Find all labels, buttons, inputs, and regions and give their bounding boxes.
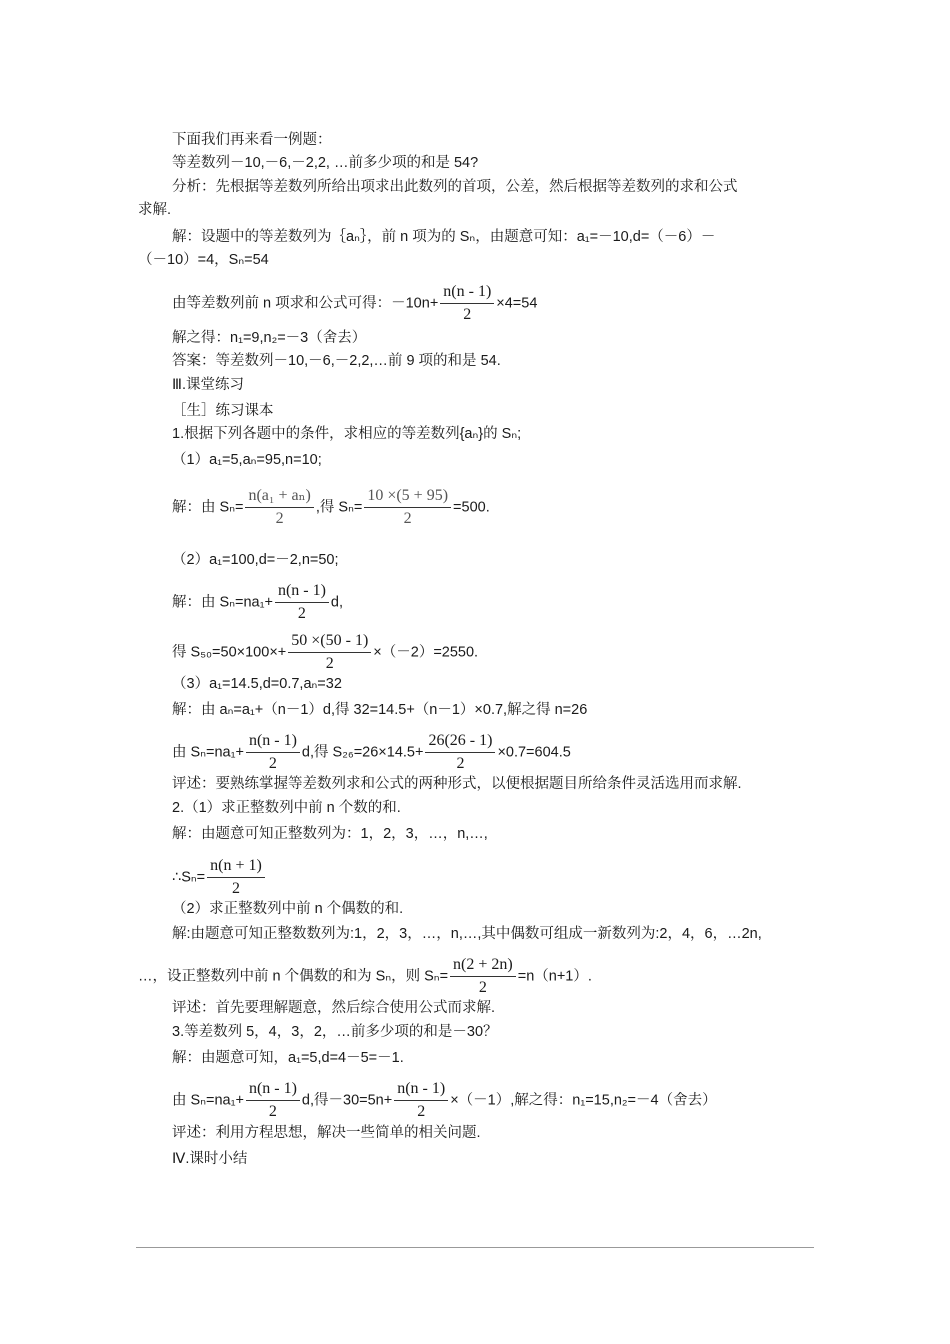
text-line: 解：设题中的等差数列为｛aₙ｝，前 n 项为的 Sₙ，由题意可知：a₁=－10,d=（－6）－ <box>172 229 716 245</box>
section-heading: Ⅲ.课堂练习 <box>172 377 245 393</box>
fraction-denominator: 2 <box>232 880 240 897</box>
fraction-denominator: 2 <box>403 510 412 527</box>
fraction-denominator: 2 <box>463 306 472 323</box>
text-line: 等差数列－10,－6,－2,2, …前多少项的和是 54? <box>172 155 479 171</box>
formula-middle: d,得 S₂₆=26×14.5+ <box>301 744 424 761</box>
formula-suffix: ×（－2）=2550. <box>373 644 479 661</box>
formula-prefix: ∴Sₙ= <box>172 869 206 886</box>
text-line: 求解. <box>138 202 172 218</box>
formula-suffix: =n（n+1）. <box>517 968 592 985</box>
text-line: 答案：等差数列－10,－6,－2,2,…前 9 项的和是 54. <box>172 353 501 369</box>
fraction <box>394 1080 448 1121</box>
fraction-denominator: 2 <box>268 1103 277 1120</box>
fraction-numerator: n(n - 1) <box>246 732 300 753</box>
text-line: 3.等差数列 5，4，3，2，…前多少项的和是－30？ <box>172 1024 498 1040</box>
text-line: 解：由 aₙ=a₁+（n－1）d,得 32=14.5+（n－1）×0.7,解之得 n=26 <box>172 702 588 718</box>
formula-suffix: d, <box>330 594 344 611</box>
text-line: 下面我们再来看一例题： <box>172 132 332 148</box>
formula-middle: d,得－30=5n+ <box>301 1092 393 1109</box>
formula-line <box>172 632 478 673</box>
formula-prefix: 解：由 Sₙ= <box>172 499 244 516</box>
fraction <box>425 732 495 773</box>
formula-line <box>138 956 818 997</box>
text-line: 评述：利用方程思想，解决一些简单的相关问题. <box>172 1125 481 1141</box>
fraction-denominator: 2 <box>417 1103 426 1120</box>
fraction <box>364 487 451 528</box>
fraction <box>288 632 371 673</box>
fraction <box>440 283 494 324</box>
text-line: （1）a₁=5,aₙ=95,n=10; <box>172 452 322 468</box>
fraction <box>450 956 516 997</box>
text-line: 1.根据下列各题中的条件，求相应的等差数列{aₙ}的 Sₙ; <box>172 426 522 442</box>
formula-line <box>172 857 267 898</box>
fraction-numerator: n(n - 1) <box>440 283 494 304</box>
fraction <box>245 487 313 528</box>
fraction-denominator: 2 <box>297 605 306 622</box>
text-line: 解：由题意可知正整数列为：1，2，3，…，n,…, <box>172 826 488 842</box>
formula-prefix: 得 S₅₀=50×100×+ <box>172 644 287 661</box>
fraction-numerator: n(n - 1) <box>275 582 329 603</box>
text-line: 解:由题意可知正整数数列为:1，2，3，…，n,…,其中偶数可组成一新数列为:2，4，6，…2n, <box>172 926 762 942</box>
formula-prefix: 由 Sₙ=na₁+ <box>172 744 244 761</box>
formula-line <box>172 283 537 324</box>
fraction-denominator: 2 <box>275 510 284 527</box>
text-line: （2）求正整数列中前 n 个偶数的和. <box>172 901 404 917</box>
text-line: （－10）=4，Sₙ=54 <box>138 252 269 268</box>
fraction-denominator: 2 <box>268 755 277 772</box>
fraction <box>246 732 300 773</box>
text-line: 评述：要熟练掌握等差数列求和公式的两种形式，以便根据题目所给条件灵活选用而求解. <box>172 776 742 792</box>
formula-line <box>172 732 571 773</box>
text-line: 分析：先根据等差数列所给出项求出此数列的首项，公差，然后根据等差数列的求和公式 <box>172 179 738 195</box>
fraction-numerator: n(a₁ + aₙ) <box>245 487 313 508</box>
text-line: 解：由题意可知，a₁=5,d=4－5=－1. <box>172 1050 404 1066</box>
fraction-numerator: 50 ×(50 - 1) <box>288 632 371 653</box>
text-line: ［生］练习课本 <box>172 403 274 419</box>
fraction-denominator: 2 <box>456 755 465 772</box>
formula-suffix: ×4=54 <box>496 295 538 312</box>
text-line: 解之得：n₁=9,n₂=－3（舍去） <box>172 330 367 346</box>
formula-suffix: ×（－1）,解之得：n₁=15,n₂=－4（舍去） <box>450 1092 717 1109</box>
formula-prefix: 由等差数列前 n 项求和公式可得：－10n+ <box>172 295 439 312</box>
formula-prefix: …，设正整数列中前 n 个偶数的和为 Sₙ，则 Sₙ= <box>138 968 449 985</box>
text-line: （3）a₁=14.5,d=0.7,aₙ=32 <box>172 676 342 692</box>
fraction <box>246 1080 300 1121</box>
fraction-numerator: 26(26 - 1) <box>425 732 495 753</box>
section-heading: Ⅳ.课时小结 <box>172 1151 248 1167</box>
text-line: （2）a₁=100,d=－2,n=50; <box>172 552 339 568</box>
formula-middle: ,得 Sₙ= <box>315 499 363 516</box>
footer-divider <box>136 1247 814 1248</box>
text-line: 评述：首先要理解题意，然后综合使用公式而求解. <box>172 1000 496 1016</box>
formula-prefix: 解：由 Sₙ=na₁+ <box>172 594 273 611</box>
fraction-denominator: 2 <box>478 979 487 996</box>
formula-line <box>172 582 343 623</box>
fraction-numerator: n(2 + 2n) <box>450 956 516 977</box>
formula-suffix: =500. <box>453 499 490 516</box>
fraction-numerator: 10 ×(5 + 95) <box>364 487 451 508</box>
text-line: 2.（1）求正整数列中前 n 个数的和. <box>172 800 401 816</box>
fraction-denominator: 2 <box>325 655 334 672</box>
fraction-numerator: n(n + 1) <box>207 857 265 878</box>
formula-line <box>172 1080 717 1121</box>
fraction <box>207 857 265 898</box>
fraction-numerator: n(n - 1) <box>246 1080 300 1101</box>
formula-line <box>172 487 490 528</box>
formula-prefix: 由 Sₙ=na₁+ <box>172 1092 244 1109</box>
formula-suffix: ×0.7=604.5 <box>497 744 571 761</box>
fraction-numerator: n(n - 1) <box>394 1080 448 1101</box>
fraction <box>275 582 329 623</box>
